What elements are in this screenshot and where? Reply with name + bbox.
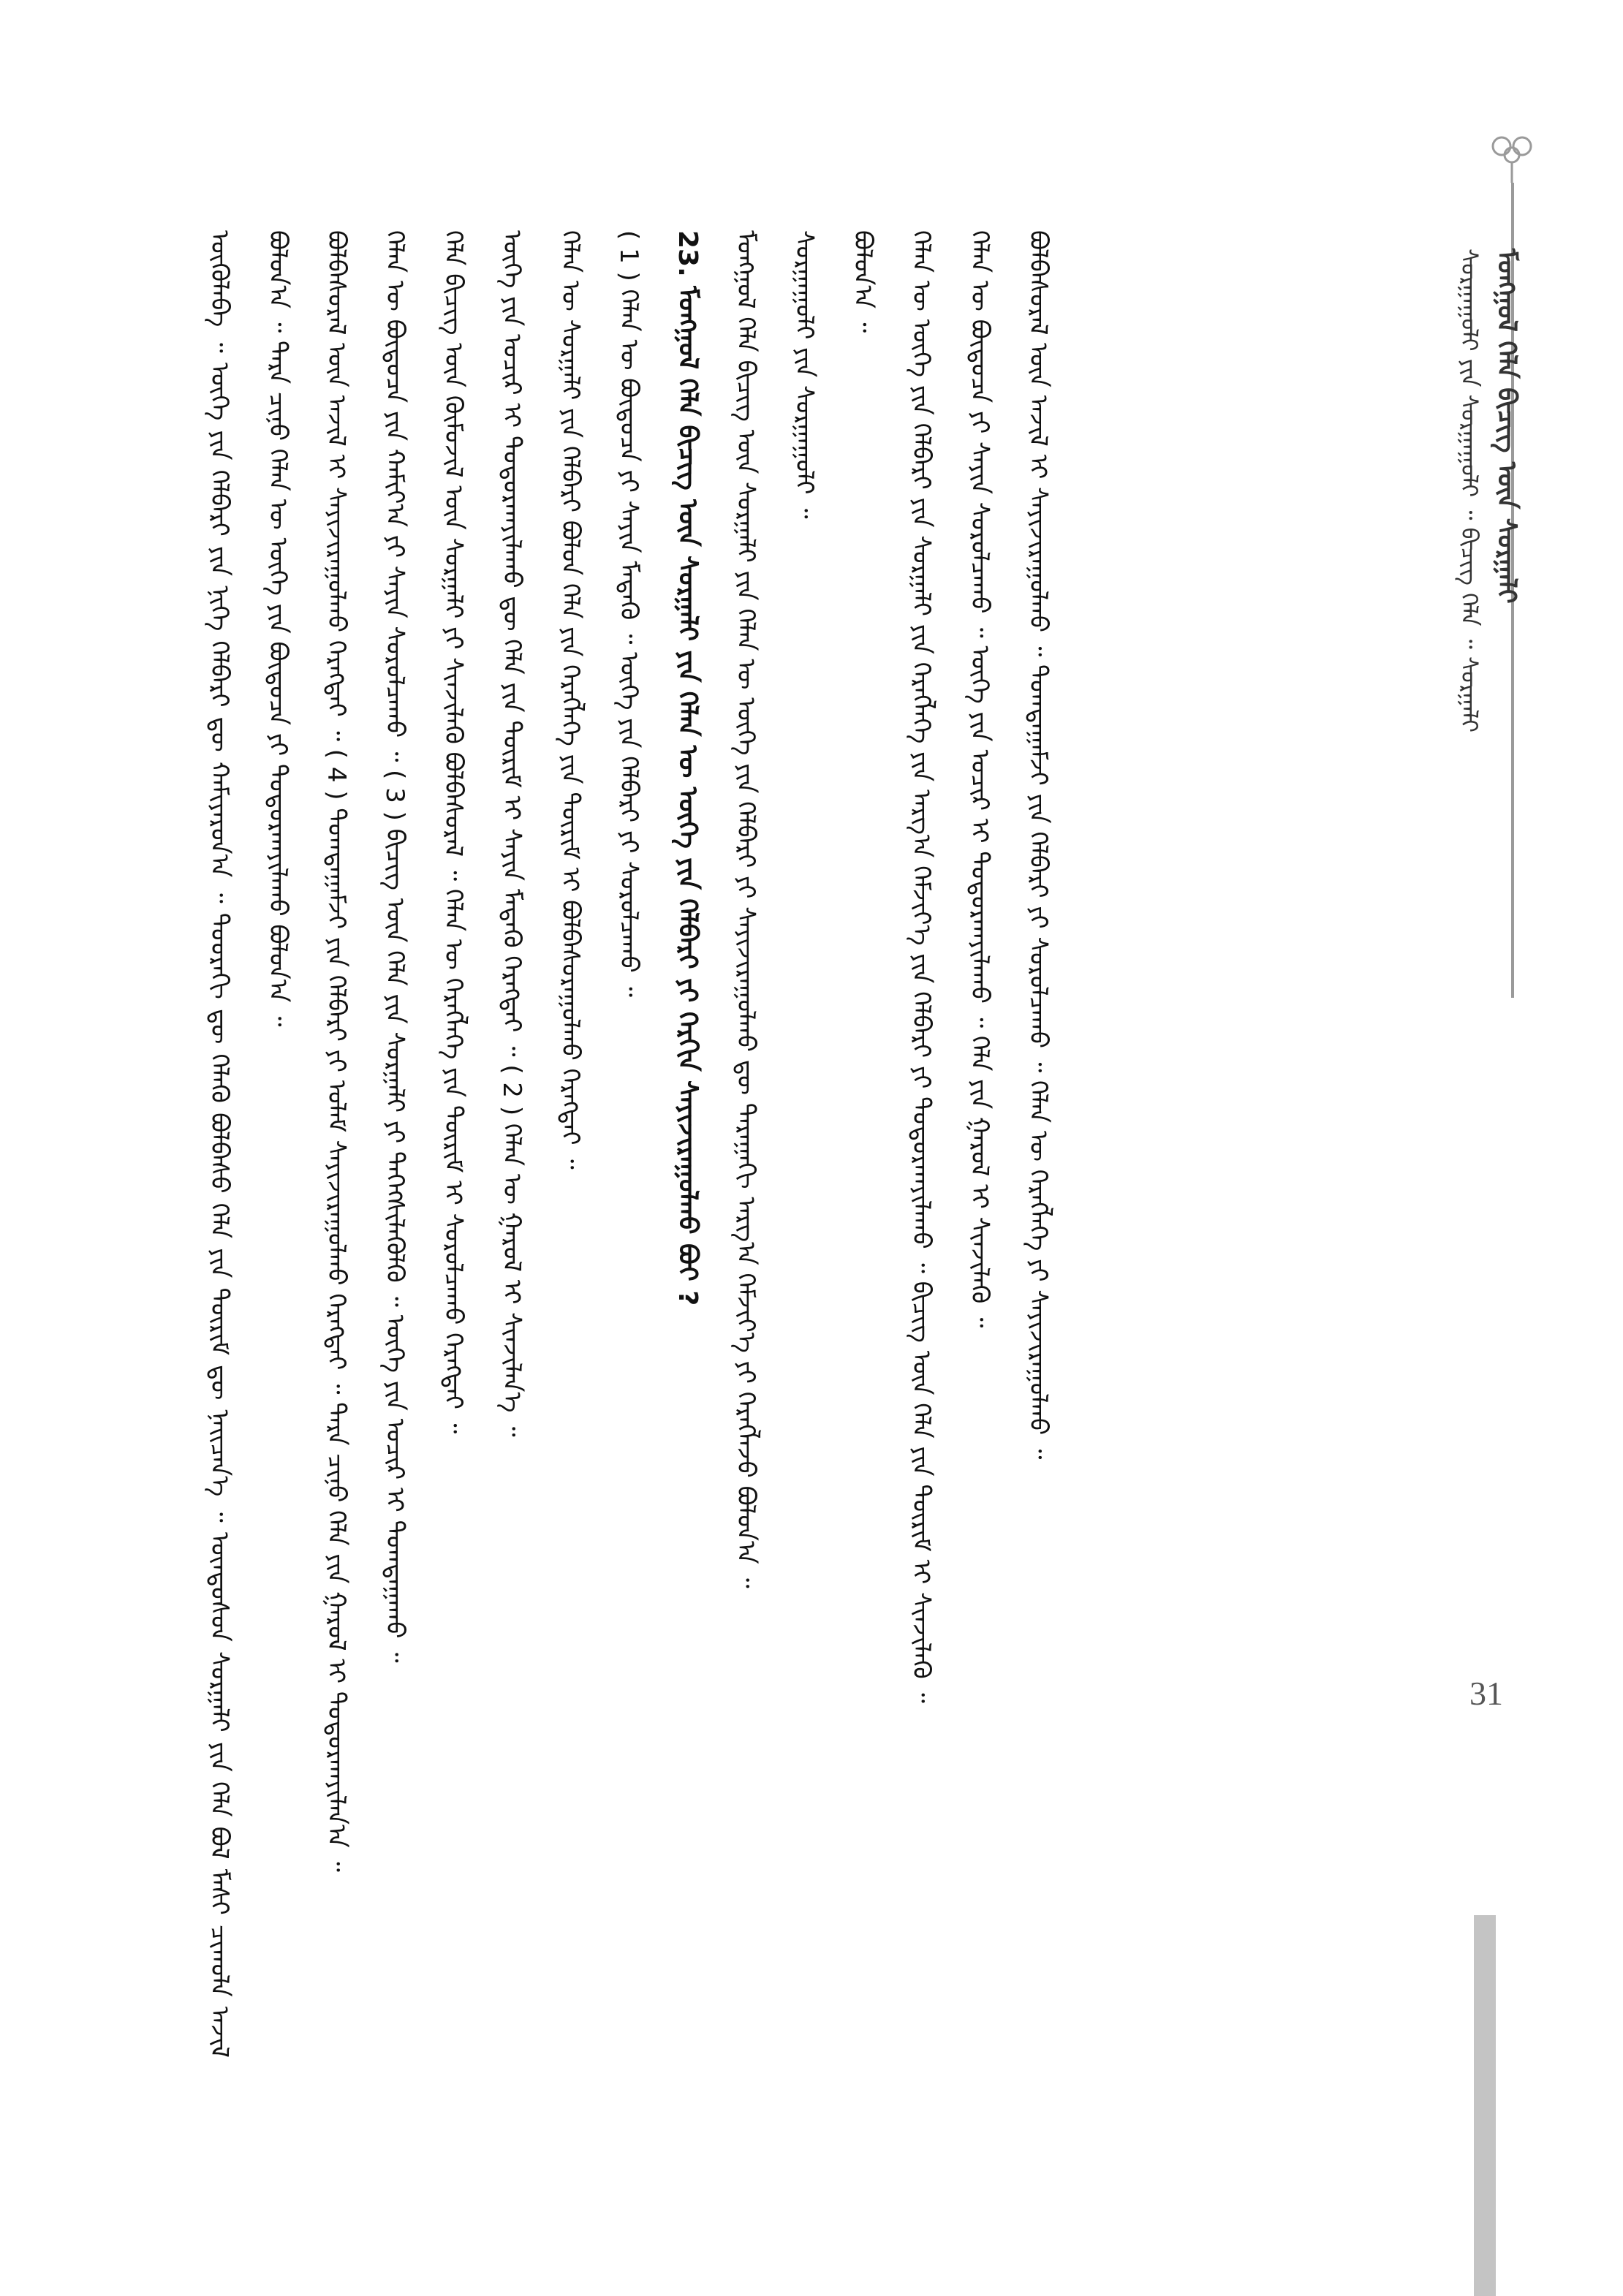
running-header-title: ᠮᠣᠩᠭᠣᠯ ᠬᠡᠯᠡ ᠪᠢᠴᠢᠭ ᠦᠨ ᠰᠤᠷᠭᠠᠯᠢ [1491,249,1521,604]
answer-paragraph: ᠪᠣᠯᠪᠠᠰᠤᠷᠠᠯ ᠦᠨ ᠠᠵᠢᠯ ᠢ ᠰᠠᠶᠢᠵᠢᠷᠠᠭᠤᠯᠬᠤ ᠃ ᠲᠣᠭᠲᠠᠭᠠᠮᠵᠢ ᠶᠢᠨ ᠬᠡᠯᠪᠡᠷᠢ ᠶᠢ ᠰᠤᠷᠤᠯᠴᠠᠬᠤ ᠃ ᠬᠡᠯᠡᠨ ᠦ ᠬᠡᠷᠡᠭᠯᠡᠭᠡ ᠶᠢ ᠰᠠᠶᠢᠵᠢᠷᠠᠭᠤᠯᠬᠤ ᠃ [1024,230,1053,1460]
paragraph: ᠬᠡᠯᠡᠨ ᠦ ᠰᠤᠷᠭᠠᠯᠢ ᠶᠢᠨ ᠬᠡᠯᠪᠡᠷᠢ ᠪᠣᠯᠤᠨ ᠬᠡᠯᠡ ᠶᠢᠨ ᠬᠡᠷᠡᠭᠯᠡᠭᠡ ᠶᠢᠨ ᠳᠦᠷᠢᠮ ᠢ ᠪᠣᠯᠪᠠᠰᠤᠷᠠᠭᠤᠯᠬᠤ ᠬᠡᠷᠡᠭᠲᠡᠢ ᠃ [556,230,585,1170]
answer-paragraph: ᠮᠣᠩᠭᠣᠯ ᠬᠡᠯᠡ ᠪᠢᠴᠢᠭ ᠦᠨ ᠰᠤᠷᠭᠠᠯᠢ ᠶᠢᠨ ᠬᠡᠯᠡᠨ ᠦ ᠦᠭᠡ ᠶᠢᠨ ᠬᠡᠯᠪᠡᠷᠢ ᠶᠢ ᠰᠠᠶᠢᠵᠢᠷᠠᠭᠤᠯᠬᠤ ᠳᠦ ᠳᠠᠷᠠᠭᠠᠬᠢ ᠠᠷᠭ᠎ᠠ ᠬᠡᠮᠵᠢᠶ᠎ᠡ ᠶᠢ ᠬᠡᠷᠡᠭᠯᠡᠵᠦ ᠪᠣᠯᠤᠨ᠎ᠠ ᠃ [731,230,760,1588]
answer-paragraph: ᠰᠤᠷᠭᠠᠭᠤᠯᠢ ᠶᠢᠨ ᠰᠤᠷᠭᠠᠭᠤᠯᠢ ᠃ [790,230,819,519]
paragraph: ᠬᠡᠯᠡ ᠪᠢᠴᠢᠭ ᠦᠨ ᠬᠦᠮᠦᠵᠢᠯ ᠦᠨ ᠰᠤᠷᠭᠠᠯᠢ ᠶᠢ ᠰᠢᠨᠵᠢᠯᠡᠬᠦ ᠪᠣᠯᠪᠠᠰᠤᠷᠠᠯ ᠃ ᠬᠡᠯᠡᠨ ᠦ ᠬᠡᠷᠡᠭᠯᠡᠭᠡ ᠶᠢᠨ ᠳᠦᠷᠢᠮ ᠢ ᠰᠤᠷᠤᠯᠴᠠᠬᠤ ᠬᠡᠷᠡᠭᠲᠡᠢ ᠃ [439,230,468,1434]
ornament-icon [1483,124,1541,183]
question-heading: 23. ᠮᠣᠩᠭᠣᠯ ᠬᠡᠯᠡ ᠪᠢᠴᠢᠭ ᠦᠨ ᠰᠤᠷᠭᠠᠯᠢ ᠶᠢᠨ ᠬᠡᠯᠡᠨ ᠦ ᠦᠭᠡ ᠶᠢᠨ ᠬᠡᠯᠪᠡᠷᠢ ᠶᠢ ᠬᠡᠷᠬᠢᠨ ᠰᠠᠶᠢᠵᠢᠷᠠᠭᠤᠯᠬᠤ ᠪᠤᠢ ? [673,230,703,1306]
paragraph: ᠪᠣᠯᠪᠠᠰᠤᠷᠠᠯ ᠦᠨ ᠠᠵᠢᠯ ᠢ ᠰᠠᠶᠢᠵᠢᠷᠠᠭᠤᠯᠬᠤ ᠬᠡᠷᠡᠭᠲᠡᠢ ᠃ ( 4 ) ᠲᠣᠭᠲᠠᠭᠠᠮᠵᠢ ᠶᠢᠨ ᠬᠡᠯᠪᠡᠷᠢ ᠶᠢ ᠤᠯᠠᠮ ᠰᠠᠶᠢᠵᠢᠷᠠᠭᠤᠯᠬᠤ ᠬᠡᠷᠡᠭᠲᠡᠢ ᠃ ᠲᠡᠷᠡ ᠴᠢᠨᠦ ᠬᠡᠯᠡ ᠶᠢᠨ ᠭᠠᠷᠤᠯ ᠢ ᠲᠣᠳᠣᠷᠬᠠᠶᠢᠯᠠᠨ᠎ᠠ ᠃ [322,230,351,1872]
vertical-text-body [190,230,1433,2058]
page-number: 31 [1469,1675,1503,1712]
answer-paragraph: ᠬᠡᠯᠡᠨ ᠦ ᠦᠭᠡ ᠶᠢᠨ ᠬᠡᠯᠪᠡᠷᠢ ᠶᠢᠨ ᠰᠤᠷᠭᠠᠯᠢ ᠶᠢᠨ ᠬᠡᠷᠡᠭᠯᠡᠭᠡ ᠶᠢᠨ ᠠᠷᠭ᠎ᠠ ᠬᠡᠮᠵᠢᠶ᠎ᠡ ᠶᠢᠨ ᠬᠡᠯᠪᠡᠷᠢ ᠶᠢ ᠲᠣᠳᠣᠷᠬᠠᠶᠢᠯᠠᠬᠤ ᠃ ᠪᠢᠴᠢᠭ ᠦᠨ ᠬᠡᠯᠡ ᠶᠢᠨ ᠳᠦᠷᠢᠮ ᠢ ᠰᠢᠨᠵᠢᠯᠡᠬᠦ ᠃ [907,230,936,1703]
running-header-subtitle: ᠰᠤᠷᠭᠠᠭᠤᠯᠢ ᠶᠢᠨ ᠰᠤᠷᠭᠠᠭᠤᠯᠢ ᠃ ᠪᠢᠴᠢᠭ ᠬᠡᠯᠡ ᠃ ᠰᠤᠷᠭᠠᠯᠢ [1456,249,1483,733]
answer-paragraph: ᠪᠣᠯᠤᠨ᠎ᠠ ᠃ [848,230,877,333]
answer-paragraph: ᠬᠡᠯᠡᠨ ᠦ ᠪᠦᠲᠦᠴᠡ ᠶᠢ ᠰᠠᠶᠢᠨ ᠰᠤᠷᠤᠯᠴᠠᠬᠤ ᠃ ᠦᠭᠡ ᠶᠢᠨ ᠤᠴᠢᠷ ᠢ ᠲᠣᠳᠣᠷᠬᠠᠶᠢᠯᠠᠬᠤ ᠃ ᠬᠡᠯᠡ ᠶᠢᠨ ᠭᠠᠷᠤᠯ ᠢ ᠰᠢᠨᠵᠢᠯᠡᠬᠦ ᠃ [965,230,994,1328]
paragraph: ᠦᠭᠡ ᠶᠢᠨ ᠤᠴᠢᠷ ᠢ ᠲᠣᠳᠣᠷᠬᠠᠶᠢᠯᠠᠬᠤ ᠳᠦ ᠬᠡᠯᠡ ᠶᠢᠨ ᠳᠦᠷᠢᠮ ᠢ ᠰᠠᠶᠢᠨ ᠮᠡᠳᠡᠬᠦ ᠬᠡᠷᠡᠭᠲᠡᠢ ᠃ ( 2 ) ᠬᠡᠯᠡᠨ ᠦ ᠭᠠᠷᠤᠯ ᠢ ᠰᠢᠨᠵᠢᠯᠡᠨ᠎ᠡ ᠃ [497,230,526,1437]
paragraph: ᠬᠡᠯᠡᠨ ᠦ ᠪᠦᠲᠦᠴᠡ ᠶᠢᠨ ᠬᠠᠮᠢᠶ᠎ᠠ ᠶᠢ ᠰᠠᠶᠢᠨ ᠰᠤᠷᠤᠯᠴᠠᠬᠤ ᠃ ( 3 ) ᠪᠢᠴᠢᠭ ᠦᠨ ᠬᠡᠯᠡ ᠶᠢᠨ ᠰᠤᠷᠭᠠᠯᠢ ᠶᠢ ᠳᠡᠭᠡᠭᠰᠢᠯᠡᠭᠦᠯᠬᠦ ᠃ ᠦᠭᠡ ᠶᠢᠨ ᠤᠴᠢᠷ ᠢ ᠲᠣᠭᠲᠠᠭᠠᠬᠤ ᠃ [380,230,409,1663]
page-edge-tab [1474,1915,1496,2296]
paragraph: ᠥᠭᠦᠯᠡᠪᠡ ᠃ ᠦᠭᠡ ᠶᠢᠨ ᠬᠡᠯᠪᠡᠷᠢ ᠶᠢᠨ ᠨᠢᠭᠡ ᠬᠡᠯᠪᠡᠷᠢ ᠳᠦ ᠬᠠᠮᠢᠶᠠᠷᠤᠨ᠎ᠠ ᠃ ᠳᠣᠣᠷᠠᠬᠢ ᠳᠦ ᠬᠡᠯᠡᠬᠦ ᠪᠣᠯᠪᠠᠰᠤ ᠬᠡᠯᠡ ᠶᠢᠨ ᠳᠦᠷᠢᠮ ᠳᠦ ᠨᠡᠢᠴᠡᠨ᠎ᠡ ᠃ ᠦᠨᠳᠦᠰᠦᠨ ᠰᠤᠷᠭᠠᠯᠢ ᠶᠢᠨ ᠬᠡᠯᠡ ᠪᠣᠯ ᠮᠠᠰᠢ ᠴᠢᠬᠤᠯᠠ ᠠᠵᠢᠯ ᠪᠣᠯᠤᠨ᠎ᠠ ᠃ ᠲᠡᠷᠡ ᠴᠢᠨᠦ ᠬᠡᠯᠡᠨ ᠦ ᠦᠭᠡ ᠶᠢᠨ ᠪᠦᠲᠦᠴᠡ ᠶᠢ ᠲᠣᠳᠣᠷᠬᠠᠶᠢᠯᠠᠬᠤ ᠪᠣᠯᠤᠨ᠎ᠠ ᠃ [205,230,292,2058]
paragraph: ( 1 ) ᠬᠡᠯᠡᠨ ᠦ ᠪᠦᠲᠦᠴᠡ ᠶᠢ ᠰᠠᠶᠢᠨ ᠮᠡᠳᠡᠬᠦ ᠃ ᠦᠭᠡ ᠶᠢᠨ ᠬᠡᠯᠪᠡᠷᠢ ᠶᠢ ᠰᠤᠷᠤᠯᠴᠠᠬᠤ ᠃ [614,230,643,997]
